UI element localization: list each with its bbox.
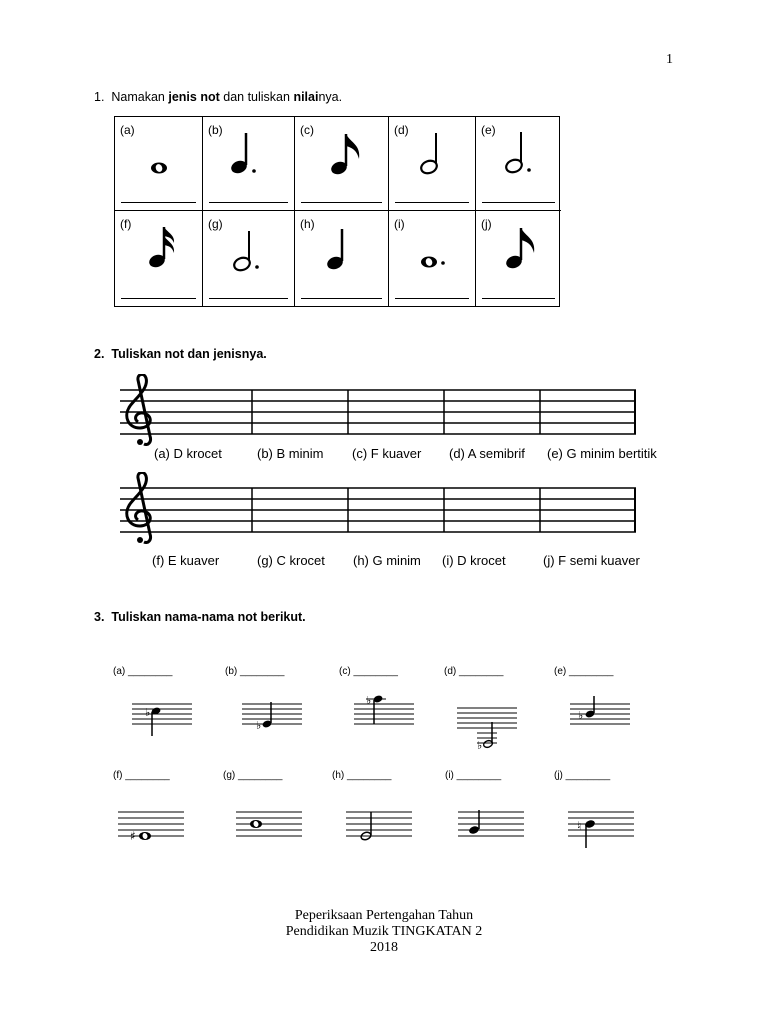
note-prompt: (b) B minim: [257, 446, 324, 461]
quaver-icon: [476, 211, 561, 306]
answer-line[interactable]: [121, 202, 196, 203]
answer-line[interactable]: [301, 298, 382, 299]
answer-line[interactable]: [209, 202, 288, 203]
answer-line[interactable]: [395, 298, 469, 299]
note-cell: (f): [115, 211, 203, 306]
answer-label[interactable]: (g) ________: [223, 770, 283, 781]
svg-text:♯: ♯: [130, 829, 136, 843]
note-staff-e: [568, 696, 632, 740]
note-cell: (d): [389, 117, 476, 211]
note-prompt: (d) A semibrif: [449, 446, 525, 461]
note-cell: (g): [203, 211, 295, 306]
answer-label[interactable]: (h) ________: [332, 770, 392, 781]
note-prompt: (h) G minim: [353, 553, 421, 568]
svg-text:♭: ♭: [366, 694, 372, 707]
crotchet-icon: [295, 211, 389, 306]
semibreve-icon: [115, 117, 203, 211]
note-staff-i: [456, 804, 526, 850]
note-cell: (c): [295, 117, 389, 211]
note-cell: (j): [476, 211, 561, 306]
answer-label[interactable]: (i) ________: [445, 770, 502, 781]
svg-text:♭: ♭: [256, 719, 262, 732]
note-prompt: (e) G minim bertitik: [547, 446, 657, 461]
answer-label[interactable]: (e) ________: [554, 666, 614, 677]
note-table: [114, 116, 560, 307]
music-staff: [118, 374, 640, 450]
answer-label[interactable]: (f) ________: [113, 770, 170, 781]
note-staff-c: [352, 690, 416, 734]
note-staff-h: [344, 804, 414, 850]
dotted-semibreve-icon: [389, 211, 476, 306]
note-staff-f: [116, 804, 186, 850]
answer-line[interactable]: [209, 298, 288, 299]
note-staff-g: [234, 804, 304, 850]
question-2-title: 2. Tuliskan not dan jenisnya.: [94, 347, 267, 361]
svg-text:♭: ♭: [477, 739, 483, 752]
answer-label[interactable]: (a) ________: [113, 666, 173, 677]
note-cell: (h): [295, 211, 389, 306]
dotted-crotchet-icon: [203, 117, 295, 211]
question-number: 1.: [94, 90, 105, 104]
note-cell: (e): [476, 117, 561, 211]
quaver-icon: [295, 117, 389, 211]
note-staff-a: [130, 696, 194, 740]
note-prompt: (c) F kuaver: [352, 446, 422, 461]
footer: Peperiksaan Pertengahan Tahun Pendidikan Muzik TINGKATAN 2 2018: [285, 908, 483, 955]
question-3-title: 3. Tuliskan nama-nama not berikut.: [94, 610, 306, 624]
dotted-minim-icon: [476, 117, 561, 211]
note-prompt: (g) C krocet: [257, 553, 325, 568]
answer-line[interactable]: [301, 202, 382, 203]
music-staff: [118, 472, 640, 548]
semiquaver-icon: [115, 211, 203, 306]
question-1-title: 1. Namakan jenis not dan tuliskan nilainya.: [94, 90, 343, 104]
note-staff-d: [455, 700, 519, 752]
svg-text:♭: ♭: [578, 709, 584, 722]
note-prompt: (a) D krocet: [154, 446, 222, 461]
note-staff-j: [566, 804, 636, 850]
answer-label[interactable]: (d) ________: [444, 666, 504, 677]
dotted-minim-icon: [203, 211, 295, 306]
note-prompt: (f) E kuaver: [152, 553, 220, 568]
answer-line[interactable]: [482, 202, 555, 203]
answer-label[interactable]: (b) ________: [225, 666, 285, 677]
svg-text:♭: ♭: [145, 706, 151, 719]
answer-line[interactable]: [395, 202, 469, 203]
note-prompt: (i) D krocet: [442, 553, 506, 568]
answer-line[interactable]: [121, 298, 196, 299]
note-staff-b: [240, 696, 304, 740]
note-cell: (b): [203, 117, 295, 211]
page-number: 1: [666, 52, 673, 67]
answer-label[interactable]: (c) ________: [339, 666, 398, 677]
minim-icon: [389, 117, 476, 211]
note-cell: (i): [389, 211, 476, 306]
note-prompt: (j) F semi kuaver: [543, 553, 640, 568]
note-cell: (a): [115, 117, 203, 211]
svg-text:♮: ♮: [577, 819, 582, 833]
answer-label[interactable]: (j) ________: [554, 770, 611, 781]
answer-line[interactable]: [482, 298, 555, 299]
